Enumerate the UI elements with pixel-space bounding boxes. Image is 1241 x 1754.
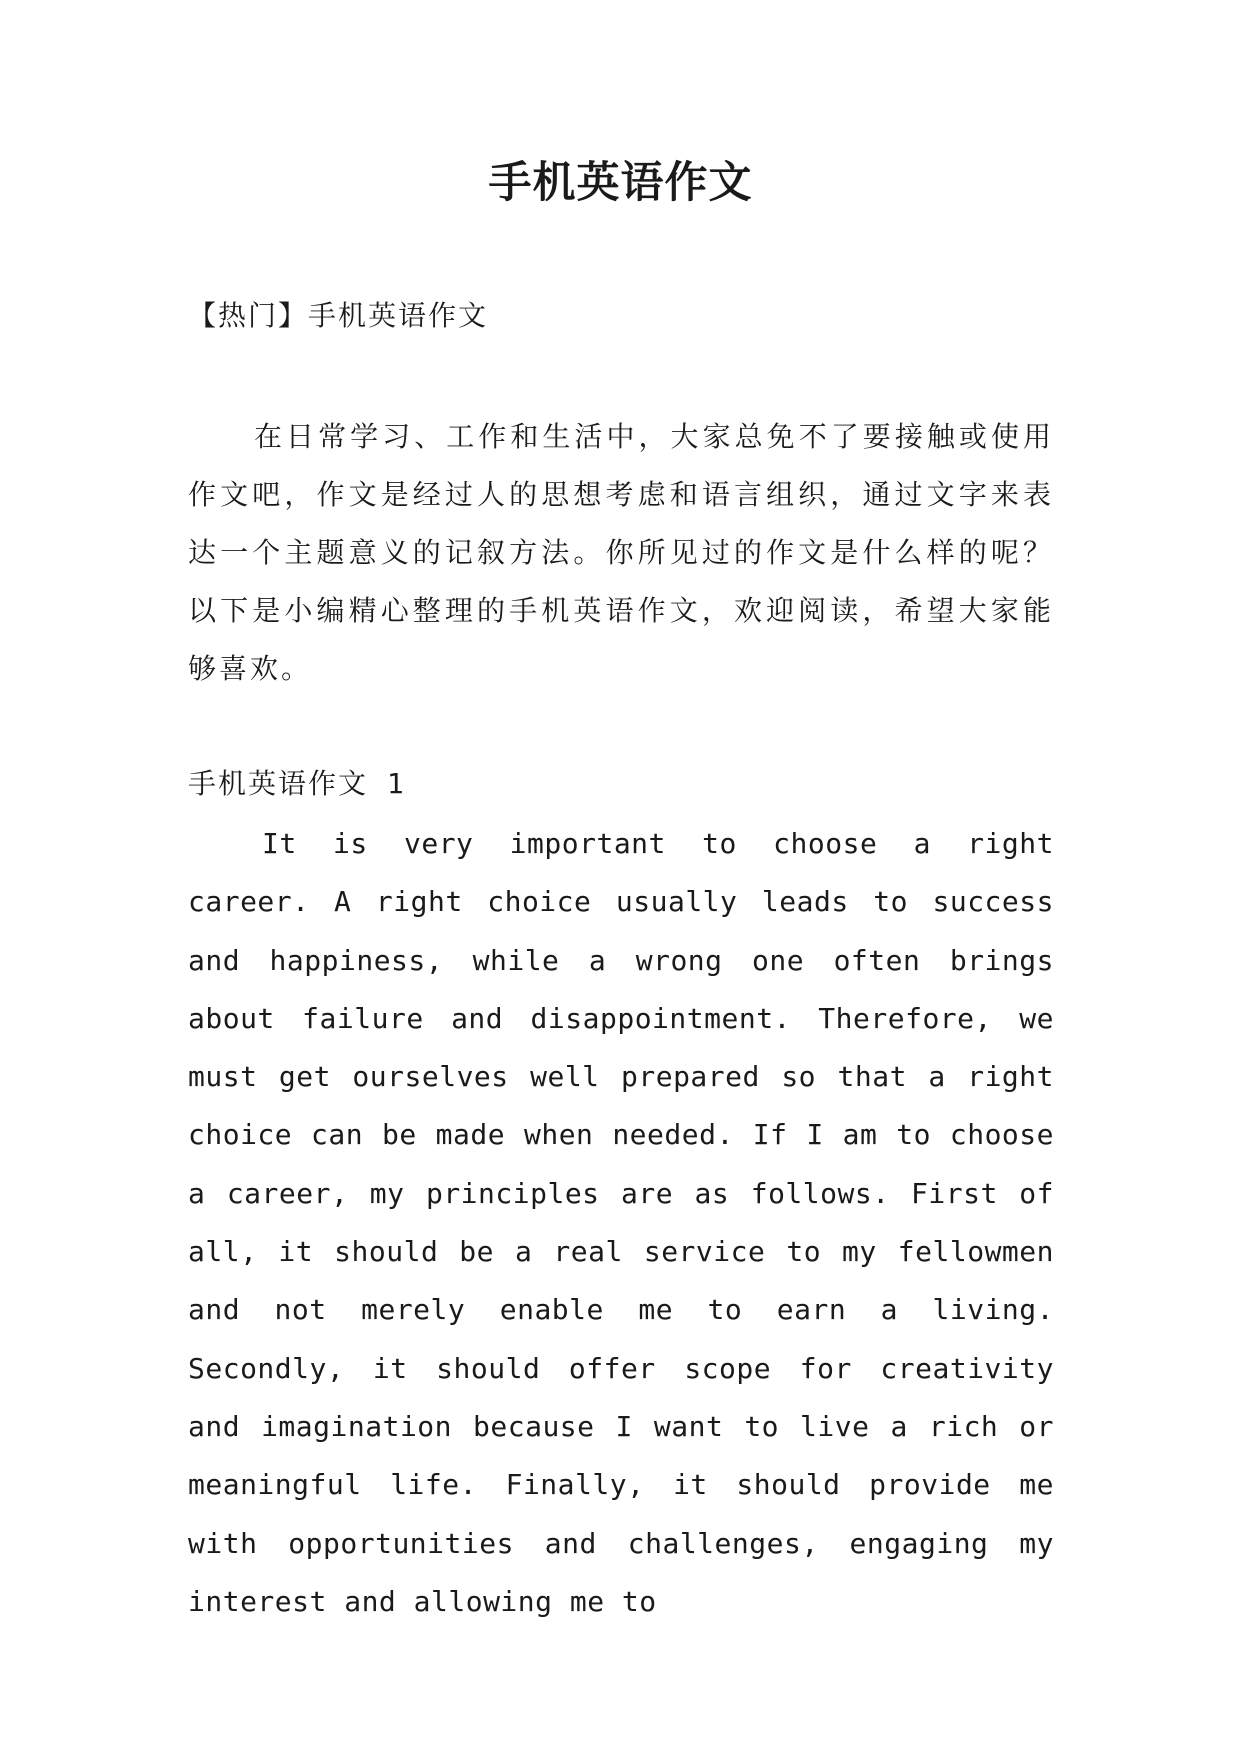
document-title: 手机英语作文 [488,158,753,208]
intro-paragraph: 在日常学习、工作和生活中，大家总免不了要接触或使用作文吧，作文是经过人的思想考虑和语言组织，通过文字来表达一个主题意义的记叙方法。你所见过的作文是什么样的呢？以下是小编精心整理的手机英语作文，欢迎阅读，希望大家能够喜欢。 [188,420,1054,685]
document-tagline: 【热门】手机英语作文 [188,299,489,332]
section-heading: 手机英语作文 1 [188,767,406,800]
essay-paragraph: It is very important to choose a right career. A right choice usually leads to success and happiness, while a wrong one often brings about failure and disappointment. Therefore, we must get ourselves well prepared so that a right choice can be made when needed. If I am to choose a career, my principles are as follows. First of all, it should be a real service to my fellowmen and not merely enable me to earn a living. Secondly, it should offer scope for creativity and imagination because I want to live a rich or meaningful life. Finally, it should provide me with opportunities and challenges, engaging my interest and allowing me to [188,827,1054,1618]
